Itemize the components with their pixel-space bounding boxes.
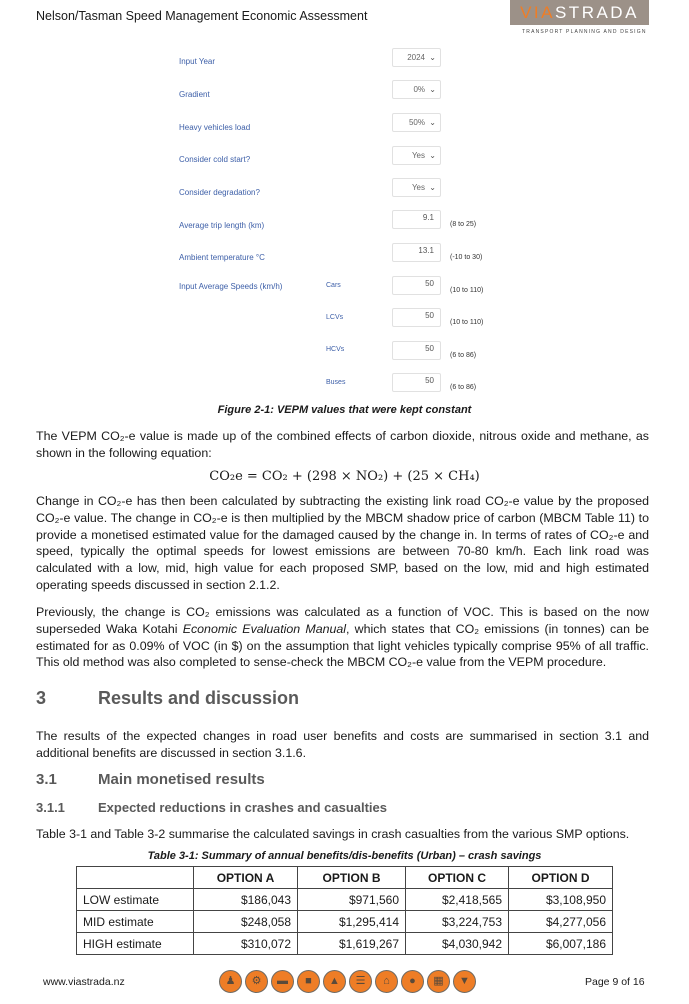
form-label-input-year: Input Year [179,57,216,66]
table-cell: $2,418,565 [406,889,509,911]
paragraph-previous-method-part1: Previously, the change is CO₂ emissions was calculated as a function of VOC. This is based on the now superseded Waka Kotahi [36,605,649,636]
paragraph-previous-method-part2: , which states that CO₂ emissions (in tonnes) can be estimated for as 0.09% of VOC (in $) on the assumption that light vehicles typically comprise 95% of all traffic. This old method was also completed to sense-check the MBCM CO₂-e value from the VEPM procedure. [36,621,649,670]
table-cell: $4,277,056 [509,911,613,933]
logo-text-strada: STRADA [554,3,639,22]
co2e-equation: CO₂e = CO₂ + (298 × NO₂) + (25 × CH₄) [209,469,480,484]
subsubsection-title: Expected reductions in crashes and casualties [98,800,388,815]
pedestrian-icon: ♟ [219,970,242,993]
car-icon: ▲ [323,970,346,993]
table-cell: $4,030,942 [406,933,509,955]
form-label-heavy-vehicles-load: Heavy vehicles load [179,123,251,132]
paragraph-table-intro: Table 3-1 and Table 3-2 summarise the calculated savings in crash casualties from the various SMP options. [36,827,630,841]
truck-icon: ■ [297,970,320,993]
input-speed-hcvs[interactable]: 50 [392,341,441,360]
paragraph-previous-method [36,604,649,671]
form-label-degradation: Consider degradation? [179,188,260,197]
table-cell: $186,043 [194,889,298,911]
range-trip-length: (8 to 25) [450,221,477,228]
paragraph-co2e-change: Change in CO₂-e has then been calculated by subtracting the existing link road CO₂-e value by the proposed CO₂-e value. The change in CO₂-e is then multiplied by the MBCM shadow price of carbon (MBCM Table 11) to provide a monetised estimated value for the damaged caused by the change in. In terms of rates of CO₂-e and speed, typically the optimal speeds for lowest emissions are between 70-80 km/h. Each link road was calculated with a low, mid, high value for each proposed SMP, based on the low, mid and high estimated operating speeds discussed in section 2.1.2. [36,494,649,592]
crash-savings-table [76,866,613,955]
table-cell: $971,560 [298,889,406,911]
bus-icon: ▬ [271,970,294,993]
range-speed-hcvs: (6 to 86) [450,352,477,359]
table-cell: $310,072 [194,933,298,955]
figure-caption: Figure 2-1: VEPM values that were kept constant [217,404,472,416]
subsection-title: Main monetised results [98,771,265,788]
paragraph-results-summary: The results of the expected changes in road user benefits and costs are summarised in section 3.1 and additional benefits are discussed in section 3.1.6. [36,729,649,760]
section-heading-3-1-1 [36,800,388,815]
range-speed-lcvs: (10 to 110) [450,319,484,326]
input-speed-lcvs[interactable]: 50 [392,308,441,327]
table-row-label: HIGH estimate [77,933,194,955]
logo-tagline: TRANSPORT PLANNING AND DESIGN [522,29,647,35]
city-icon: ▦ [427,970,450,993]
select-heavy-vehicles-load[interactable] [392,113,441,132]
chevron-down-icon: ⌄ [429,85,436,94]
input-speed-buses[interactable]: 50 [392,373,441,392]
table-cell: $248,058 [194,911,298,933]
footer-url[interactable]: www.viastrada.nz [43,976,125,988]
table-header-cell: OPTION A [194,867,298,889]
document-title: Nelson/Tasman Speed Management Economic Assessment [36,9,368,23]
page-number: Page 9 of 16 [585,976,645,988]
select-gradient-value: 0% [413,85,425,94]
paragraph-co2e-intro: The VEPM CO₂-e value is made up of the combined effects of carbon dioxide, nitrous oxide and methane, as shown in the following equation: [36,429,649,460]
speed-label-buses: Buses [326,379,346,386]
section-heading-3-1 [36,771,265,788]
range-speed-cars: (10 to 110) [450,287,484,294]
subsection-number: 3.1 [36,771,57,788]
select-cold-start-value: Yes [411,151,425,160]
section-heading-3 [36,688,300,709]
section-number: 3 [36,688,47,708]
section-title: Results and discussion [98,688,300,708]
form-label-trip-length: Average trip length (km) [179,221,265,230]
table-header-cell: OPTION B [298,867,406,889]
input-speed-cars[interactable]: 50 [392,276,441,295]
select-input-year-value: 2024 [407,53,425,62]
speed-label-cars: Cars [326,282,341,289]
chevron-down-icon: ⌄ [429,118,436,127]
form-label-cold-start: Consider cold start? [179,155,251,164]
table-cell: $3,224,753 [406,911,509,933]
range-speed-buses: (6 to 86) [450,384,477,391]
table-header-cell: OPTION C [406,867,509,889]
speed-label-lcvs: LCVs [326,314,344,321]
table-cell: $1,295,414 [298,911,406,933]
select-input-year[interactable] [392,48,441,67]
viastrada-logo [510,0,649,25]
form-label-average-speeds: Input Average Speeds (km/h) [179,282,283,291]
table-cell: $6,007,186 [509,933,613,955]
chevron-down-icon: ⌄ [429,183,436,192]
speed-label-hcvs: HCVs [326,346,345,353]
table-cell: $1,619,267 [298,933,406,955]
cyclist-icon: ⚙ [245,970,268,993]
form-label-gradient: Gradient [179,90,210,99]
table-row [77,911,613,933]
chevron-down-icon: ⌄ [429,151,436,160]
select-gradient[interactable] [392,80,441,99]
select-cold-start[interactable] [392,146,441,165]
logo-text-via: VIA [520,3,555,22]
table-cell: $3,108,950 [509,889,613,911]
eem-title: Economic Evaluation Manual [182,621,347,636]
table-row [77,933,613,955]
table-header-cell [77,867,194,889]
table-header-cell: OPTION D [509,867,613,889]
select-degradation-value: Yes [411,183,425,192]
select-degradation[interactable] [392,178,441,197]
select-heavy-vehicles-load-value: 50% [408,118,425,127]
table-row-label: MID estimate [77,911,194,933]
road-icon: ▼ [453,970,476,993]
form-label-ambient-temperature: Ambient temperature °C [179,253,265,262]
input-ambient-temperature[interactable]: 13.1 [392,243,441,262]
table-caption: Table 3-1: Summary of annual benefits/dis-benefits (Urban) – crash savings [147,850,542,862]
tree-icon: ● [401,970,424,993]
chevron-down-icon: ⌄ [429,53,436,62]
range-ambient-temperature: (-10 to 30) [450,254,483,261]
table-header-row [77,867,613,889]
rail-icon: ☰ [349,970,372,993]
input-trip-length[interactable]: 9.1 [392,210,441,229]
footer-transport-icons [219,970,476,993]
building-icon: ⌂ [375,970,398,993]
table-row-label: LOW estimate [77,889,194,911]
subsubsection-number: 3.1.1 [36,800,65,815]
table-row [77,889,613,911]
